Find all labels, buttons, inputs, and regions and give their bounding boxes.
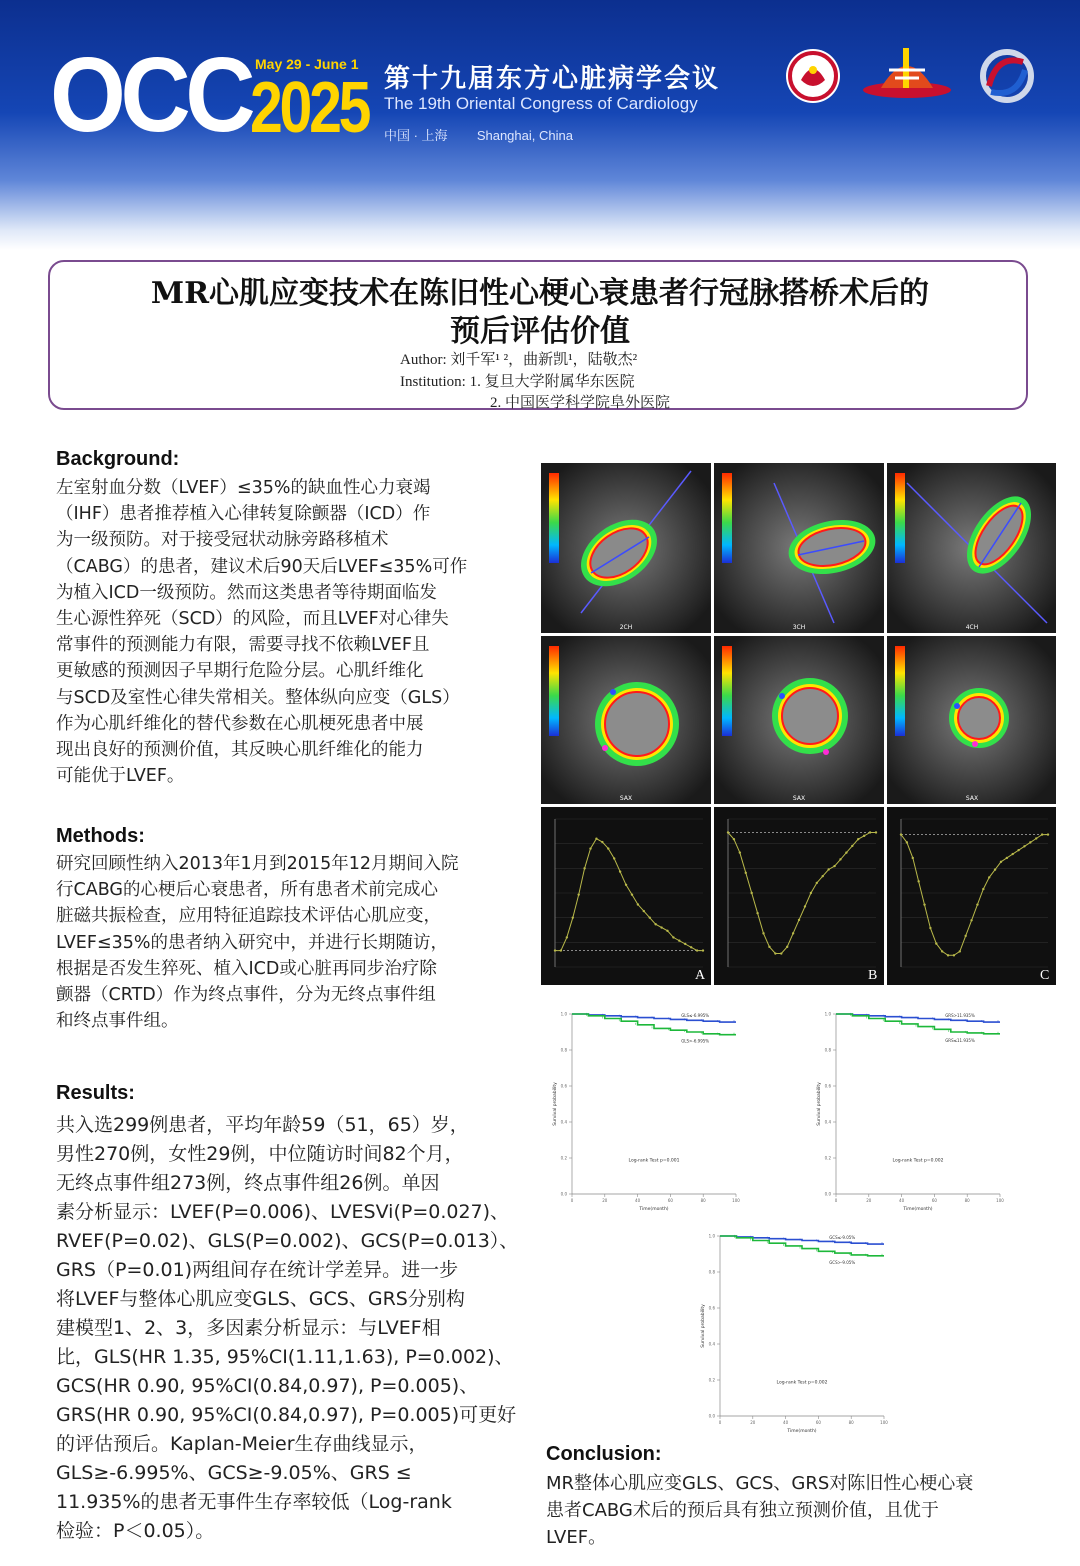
y-tick-label: 0.4	[708, 1341, 715, 1347]
data-point	[863, 835, 865, 837]
y-tick-label: 0.0	[708, 1413, 715, 1419]
data-point	[1047, 833, 1049, 835]
y-axis-label: Survival probability	[817, 1082, 822, 1126]
x-tick-label: 40	[783, 1420, 789, 1425]
data-point	[1017, 849, 1019, 851]
data-point	[678, 939, 680, 941]
data-point	[810, 892, 812, 894]
swirl-logo-icon	[983, 52, 1031, 100]
x-axis-label: Time(month)	[903, 1207, 933, 1212]
data-point	[816, 882, 818, 884]
series-label: GRS≤11.935%	[945, 1037, 975, 1043]
data-point	[912, 857, 914, 859]
data-point	[637, 903, 639, 905]
data-point	[756, 912, 758, 914]
x-tick-label: 100	[996, 1198, 1004, 1203]
sponsor-logos	[785, 40, 1045, 110]
strain-curve-panel-c	[887, 807, 1056, 985]
data-point	[780, 952, 782, 954]
mri-panel-4ch	[887, 463, 1056, 633]
institution-1: 1. 复旦大学附属华东医院	[469, 374, 635, 390]
data-point	[589, 847, 591, 849]
x-tick-label: 0	[718, 1420, 722, 1425]
data-point	[929, 927, 931, 929]
mri-panel-sax-mid	[714, 636, 884, 804]
x-tick-label: 20	[602, 1198, 608, 1203]
conclusion-text: MR整体心肌应变GLS、GCS、GRS对陈旧性心梗心衰 患者CABG术后的预后具有独立预测价值，且优于 LVEF。	[546, 1473, 974, 1548]
data-point	[750, 892, 752, 894]
y-tick-label: 1.0	[824, 1011, 831, 1017]
strain-curve-chart-c	[887, 807, 1056, 985]
y-tick-label: 0.2	[824, 1155, 831, 1161]
y-axis-label: Survival probability	[701, 1304, 706, 1348]
strain-curve-panel-a	[541, 807, 711, 985]
data-point	[654, 923, 656, 925]
data-point	[690, 946, 692, 948]
x-axis-label: Time(month)	[787, 1429, 817, 1434]
data-point	[774, 952, 776, 954]
y-tick-label: 0.4	[824, 1119, 831, 1125]
strain-curve-chart-a	[541, 807, 711, 985]
data-point	[798, 919, 800, 921]
data-point	[607, 847, 609, 849]
data-point	[745, 872, 747, 874]
data-point	[875, 831, 877, 833]
series-label: GCS>-9.05%	[829, 1259, 856, 1265]
data-point	[869, 831, 871, 833]
km-plot-grs	[814, 1008, 1014, 1218]
x-tick-label: 20	[866, 1198, 872, 1203]
data-point	[739, 851, 741, 853]
data-point	[959, 950, 961, 952]
data-point	[566, 936, 568, 938]
data-point	[1000, 861, 1002, 863]
km-plot-gls	[550, 1008, 750, 1218]
x-tick-label: 80	[700, 1198, 706, 1203]
view-label: SAX	[619, 795, 633, 802]
logrank-annotation: Log-rank Test p=0.002	[776, 1380, 828, 1386]
data-point	[572, 916, 574, 918]
plot-background	[714, 807, 884, 985]
x-tick-label: 80	[848, 1420, 854, 1425]
data-point	[792, 932, 794, 934]
data-point	[631, 893, 633, 895]
series-label: GLS≤-6.995%	[681, 1013, 710, 1018]
data-point	[1035, 837, 1037, 839]
data-point	[554, 949, 556, 951]
plot-background	[541, 807, 711, 985]
title-box	[48, 260, 1028, 410]
author-label: Author:	[400, 352, 447, 368]
series-label: GRS>11.935%	[945, 1013, 975, 1018]
y-axis-label: Survival probability	[553, 1082, 558, 1126]
data-point	[727, 831, 729, 833]
data-point	[923, 903, 925, 905]
x-tick-label: 60	[931, 1198, 937, 1203]
data-point	[857, 838, 859, 840]
data-point	[649, 916, 651, 918]
logrank-annotation: Log-rank Test p=0.002	[892, 1158, 944, 1164]
series-label: GLS>-6.995%	[681, 1038, 710, 1044]
data-point	[768, 946, 770, 948]
data-point	[941, 950, 943, 952]
view-label: SAX	[792, 795, 806, 802]
data-point	[982, 888, 984, 890]
strain-curve-panel-b	[714, 807, 884, 985]
series-label: GCS≤-9.05%	[829, 1235, 856, 1240]
data-point	[822, 875, 824, 877]
congress-title-en: The 19th Oriental Congress of Cardiology	[384, 94, 698, 113]
strain-curve-chart-b	[714, 807, 884, 985]
location-cn: 中国 · 上海	[384, 128, 448, 143]
poster-title-line1: MR心肌应变技术在陈旧性心梗心衰患者行冠脉搭桥术后的	[150, 276, 930, 311]
institution-2: 2. 中国医学科学院阜外医院	[490, 395, 671, 411]
mri-panel-sax-basal	[541, 636, 711, 804]
occ-logo: OCC	[50, 36, 251, 154]
results-text: 共入选299例患者，平均年龄59（51，65）岁， 男性270例，女性29例，中位随访时间82个月， 无终点事件组273例，终点事件组26例。单因 素分析显示：LVEF(P=0.006)、LVESVi(P=0.027)、 RVEF(P=0.02)、GLS(P=0.002)、GCS(P=0.013）、 GRS（P=0.01)两组间存在统计学差异。进一步 将LVEF与整体心肌应变GLS、GCS、GRS分别构 建模型1、2、3，多因素分析显示：与LVEF相 比，GLS(HR 1.35, 95%CI(1.11,1.63), P=0.002)、 GCS(HR 0.90, 95%CI(0.84,0.97), P=0.005)、 GRS(HR 0.90, 95%CI(0.84,0.97), P=0.005)可更好 的评估预后。Kaplan-Meier生存曲线显示， GLS≥-6.995%、GCS≥-9.05%、GRS ≤ 11.935%的患者无事件生存率较低（Log-rank 检验：P＜0.05）。	[56, 1114, 519, 1542]
data-point	[827, 868, 829, 870]
data-point	[643, 910, 645, 912]
data-point	[762, 932, 764, 934]
data-point	[833, 865, 835, 867]
y-tick-label: 0.6	[824, 1083, 831, 1089]
data-point	[601, 841, 603, 843]
y-tick-label: 0.4	[560, 1119, 567, 1125]
logrank-annotation: Log-rank Test p=0.001	[628, 1158, 680, 1164]
x-tick-label: 60	[815, 1420, 821, 1425]
data-point	[613, 857, 615, 859]
x-tick-label: 0	[834, 1198, 838, 1203]
data-point	[845, 851, 847, 853]
view-label: SAX	[965, 795, 979, 802]
location-en: Shanghai, China	[476, 128, 573, 143]
data-point	[696, 949, 698, 951]
background-heading: Background:	[56, 448, 180, 470]
data-point	[994, 868, 996, 870]
x-tick-label: 100	[732, 1198, 740, 1203]
view-label: 3CH	[792, 624, 806, 631]
data-point	[935, 942, 937, 944]
congress-title-cn: 第十九届东方心脏病学会议	[384, 64, 721, 94]
y-tick-label: 0.6	[560, 1083, 567, 1089]
data-point	[1012, 853, 1014, 855]
mri-strain-figure	[541, 463, 1056, 985]
oriental-emblem-icon	[863, 48, 951, 98]
conclusion-heading: Conclusion:	[546, 1443, 662, 1465]
background-text: 左室射血分数（LVEF）≤35%的缺血性心力衰竭 （IHF）患者推荐植入心律转复除颤器（ICD）作 为一级预防。对于接受冠状动脉旁路移植术 （CABG）的患者，建议术后90天后LVEF≤35%可作 为植入ICD一级预防。然而这类患者等待期面临发 生心源性猝死（SCD）的风险，而且LVEF对心律失 常事件的预测能力有限，需要寻找不依赖LVEF且 更敏感的预测因子早期行危险分层。心肌纤维化 与SCD及室性心律失常相关。整体纵向应变（GLS） 作为心肌纤维化的替代参数在心肌梗死患者中展 现出良好的预测价值，其反映心肌纤维化的能力 可能优于LVEF。	[56, 478, 468, 787]
mri-panel-3ch	[714, 463, 884, 633]
data-point	[976, 903, 978, 905]
results-heading: Results:	[56, 1082, 135, 1104]
data-point	[900, 833, 902, 835]
plot-background	[887, 807, 1056, 985]
x-tick-label: 20	[750, 1420, 756, 1425]
data-point	[1041, 833, 1043, 835]
data-point	[595, 838, 597, 840]
y-tick-label: 0.8	[824, 1047, 831, 1053]
view-label: 4CH	[965, 624, 979, 631]
data-point	[560, 949, 562, 951]
y-tick-label: 0.2	[560, 1155, 567, 1161]
poster-title-line2: 预后评估价值	[450, 314, 630, 349]
panel-label: A	[695, 968, 706, 983]
y-tick-label: 0.8	[708, 1269, 715, 1275]
y-tick-label: 1.0	[560, 1011, 567, 1017]
mri-panel-2ch	[541, 463, 711, 633]
data-point	[660, 926, 662, 928]
data-point	[625, 884, 627, 886]
institution-label: Institution:	[400, 374, 466, 390]
x-tick-label: 40	[635, 1198, 641, 1203]
data-point	[666, 930, 668, 932]
congress-dates: May 29 - June 1	[255, 56, 359, 72]
data-point	[786, 946, 788, 948]
y-tick-label: 0.6	[708, 1305, 715, 1311]
congress-year: 2025	[250, 68, 369, 148]
data-point	[947, 954, 949, 956]
data-point	[1006, 857, 1008, 859]
y-tick-label: 0.0	[560, 1191, 567, 1197]
km-plot-gcs	[698, 1230, 898, 1440]
panel-label: B	[868, 968, 878, 983]
x-axis-label: Time(month)	[639, 1207, 669, 1212]
x-tick-label: 60	[667, 1198, 673, 1203]
data-point	[804, 905, 806, 907]
society-seal-icon	[786, 49, 840, 103]
x-tick-label: 40	[899, 1198, 905, 1203]
data-point	[702, 949, 704, 951]
institution-line	[400, 370, 635, 391]
congress-location	[384, 125, 573, 144]
data-point	[619, 870, 621, 872]
mri-panel-sax-apical	[887, 636, 1056, 804]
data-point	[733, 838, 735, 840]
data-point	[988, 876, 990, 878]
header-banner	[0, 0, 1080, 250]
y-tick-label: 0.0	[824, 1191, 831, 1197]
author-line	[400, 348, 637, 369]
data-point	[1023, 845, 1025, 847]
x-tick-label: 100	[880, 1420, 888, 1425]
panel-label: C	[1040, 968, 1050, 983]
data-point	[583, 867, 585, 869]
y-tick-label: 1.0	[708, 1233, 715, 1239]
y-tick-label: 0.2	[708, 1377, 715, 1383]
data-point	[906, 841, 908, 843]
data-point	[964, 935, 966, 937]
data-point	[839, 858, 841, 860]
view-label: 2CH	[619, 624, 633, 631]
y-tick-label: 0.8	[560, 1047, 567, 1053]
data-point	[917, 880, 919, 882]
author-names: 刘千军¹ ²，曲新凯¹，陆敬杰²	[450, 352, 638, 368]
data-point	[684, 943, 686, 945]
data-point	[970, 919, 972, 921]
x-tick-label: 80	[964, 1198, 970, 1203]
data-point	[672, 936, 674, 938]
data-point	[953, 954, 955, 956]
methods-heading: Methods:	[56, 825, 145, 847]
data-point	[577, 893, 579, 895]
x-tick-label: 0	[570, 1198, 574, 1203]
data-point	[1029, 841, 1031, 843]
data-point	[851, 845, 853, 847]
methods-text: 研究回顾性纳入2013年1月到2015年12月期间入院 行CABG的心梗后心衰患者，所有患者术前完成心 脏磁共振检查，应用特征追踪技术评估心肌应变， LVEF≤35%的患者纳入研究中，并进行长期随访， 根据是否发生猝死、植入ICD或心脏再同步治疗除 颤器（CRTD）作为终点事件，分为无终点事件组 和终点事件组。	[56, 854, 459, 1032]
